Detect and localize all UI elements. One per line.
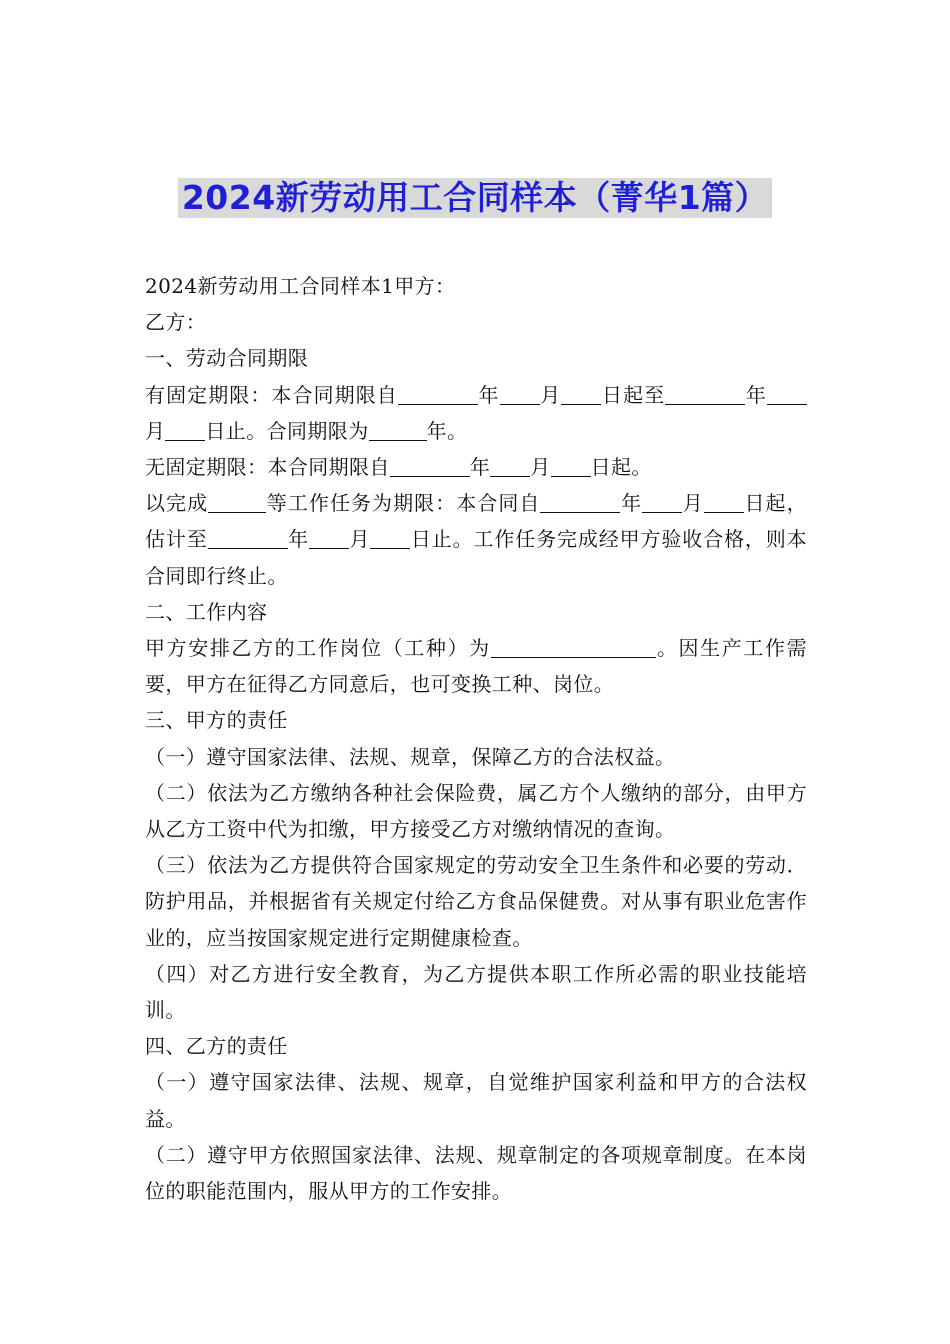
blank-field: [704, 488, 744, 513]
section-heading-party-a-duties: 三、甲方的责任: [145, 708, 288, 733]
blank-field: [208, 488, 266, 513]
paragraph-work-position: [145, 630, 807, 702]
blank-field: [642, 488, 682, 513]
text: 无固定期限：本合同期限自: [145, 455, 390, 480]
paragraph-party-b: 乙方：: [145, 310, 207, 335]
text: 。因生产工作需要，甲方在征得乙方同意后，也可变换工种、岗位。: [145, 636, 807, 697]
blank-field: [370, 524, 410, 549]
text: 日止。工作任务完成经甲方验收合格，则本合同即行终止。: [145, 527, 808, 588]
paragraph-fixed-term: [145, 377, 807, 449]
blank-field: [390, 452, 470, 477]
paragraph-a-duty-1: （一）遵守国家法律、法规、规章，保障乙方的合法权益。: [145, 744, 676, 769]
blank-field: [551, 452, 591, 477]
text: 年: [620, 491, 643, 516]
text: 日起。: [590, 455, 652, 480]
blank-field: [309, 524, 349, 549]
text: 月: [530, 455, 551, 480]
text: 月: [539, 382, 562, 407]
text: 有固定期限：本合同期限自: [145, 382, 398, 407]
text: 月: [349, 527, 371, 552]
text: 日起，估计至: [145, 491, 808, 552]
blank-field: [561, 380, 601, 405]
paragraph-a-duty-2: （二）依法为乙方缴纳各种社会保险费，属乙方个人缴纳的部分，由甲方从乙方工资中代为扣缴，甲方接受乙方对缴纳情况的查询。: [145, 780, 807, 842]
blank-field: [208, 524, 288, 549]
text: 年: [745, 382, 767, 407]
text: 年: [477, 382, 500, 407]
paragraph-task-term: [145, 485, 807, 594]
blank-field: [398, 380, 478, 405]
paragraph-intro: 2024新劳动用工合同样本1甲方：: [145, 274, 456, 298]
text: 年。: [426, 418, 468, 443]
paragraph-a-duty-4: （四）对乙方进行安全教育，为乙方提供本职工作所必需的职业技能培训。: [145, 961, 807, 1023]
blank-field: [490, 452, 530, 477]
blank-field: [767, 380, 807, 405]
text: 以完成: [145, 491, 209, 516]
section-heading-contract-term: 一、劳动合同期限: [145, 346, 309, 371]
text: 月: [145, 418, 166, 443]
paragraph-open-term: [145, 449, 807, 485]
blank-field: [540, 488, 620, 513]
text: 甲方安排乙方的工作岗位（工种）为: [145, 636, 491, 661]
text: 等工作任务为期限：本合同自: [266, 491, 541, 516]
blank-field: [500, 380, 540, 405]
document-title: 2024新劳动用工合同样本（菁华1篇）: [178, 178, 772, 218]
blank-field: [665, 380, 745, 405]
paragraph-b-duty-2: （二）遵守甲方依照国家法律、法规、规章制定的各项规章制度。在本岗位的职能范围内，服从甲方的工作安排。: [145, 1142, 807, 1204]
blank-field: [165, 416, 205, 441]
text: 年: [287, 527, 309, 552]
text: 日起至: [601, 382, 666, 407]
title-block: [0, 178, 950, 218]
blank-field: [491, 633, 656, 658]
blank-field: [369, 416, 427, 441]
text: 月: [682, 491, 704, 516]
section-heading-party-b-duties: 四、乙方的责任: [145, 1034, 288, 1059]
paragraph-b-duty-1: （一）遵守国家法律、法规、规章，自觉维护国家利益和甲方的合法权益。: [145, 1070, 807, 1131]
paragraph-a-duty-3: （三）依法为乙方提供符合国家规定的劳动安全卫生条件和必要的劳动．防护用品，并根据省有关规定付给乙方食品保健费。对从事有职业危害作业的，应当按国家规定进行定期健康检查。: [145, 853, 807, 950]
document-body: [145, 268, 807, 1209]
section-heading-work-content: 二、工作内容: [145, 599, 268, 624]
text: 年: [469, 455, 491, 480]
text: 日止。合同期限为: [205, 418, 369, 443]
